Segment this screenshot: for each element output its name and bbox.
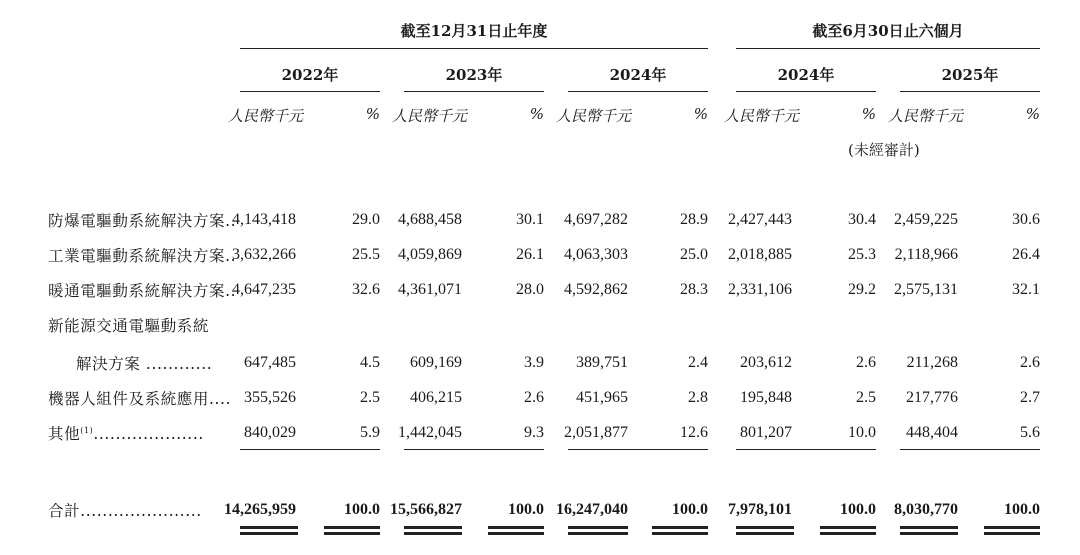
cell-pct: 30.4 [848, 211, 876, 228]
others-text: 其他 [48, 425, 81, 443]
group-rule-year [240, 48, 708, 49]
row-label-new-energy: 新能源交通電驅動系統 [48, 317, 210, 335]
cell-pct: 2.5 [360, 389, 380, 406]
total-double-rule [736, 532, 794, 535]
cell-pct: 32.6 [352, 281, 380, 298]
cell-amount: 609,169 [410, 354, 462, 371]
total-double-rule [652, 532, 708, 535]
unit-header: 人民幣千元 [556, 107, 632, 125]
cell-amount: 389,751 [576, 354, 628, 371]
cell-pct: 2.6 [1020, 354, 1040, 371]
pct-header: % [1025, 105, 1040, 123]
total-double-rule [404, 526, 462, 529]
cell-pct: 2.6 [524, 389, 544, 406]
total-pct: 100.0 [344, 501, 380, 518]
period-rule [404, 91, 544, 92]
cell-amount: 2,459,225 [894, 211, 958, 228]
cell-amount: 4,697,282 [564, 211, 628, 228]
subtotal-rule [240, 449, 380, 450]
cell-pct: 26.4 [1012, 246, 1040, 263]
cell-pct: 3.9 [524, 354, 544, 371]
total-double-rule [568, 532, 628, 535]
cell-amount: 2,575,131 [894, 281, 958, 298]
cell-pct: 25.3 [848, 246, 876, 263]
cell-amount: 840,029 [244, 424, 296, 441]
total-double-rule [324, 532, 380, 535]
group-rule-half [736, 48, 1040, 49]
row-label-others [48, 422, 204, 444]
period-header-2023: 2023年 [445, 66, 503, 84]
pct-header: % [529, 105, 544, 123]
total-double-rule [652, 526, 708, 529]
period-header-2024-h1: 2024年 [777, 66, 835, 84]
cell-pct: 26.1 [516, 246, 544, 263]
period-header-2024: 2024年 [609, 66, 667, 84]
total-pct: 100.0 [672, 501, 708, 518]
cell-pct: 29.2 [848, 281, 876, 298]
total-double-rule [820, 532, 876, 535]
subtotal-rule [736, 449, 876, 450]
cell-pct: 5.9 [360, 424, 380, 441]
footnote-marker: (1) [80, 425, 94, 435]
cell-amount: 2,118,966 [894, 246, 958, 263]
total-double-rule [984, 532, 1040, 535]
cell-pct: 32.1 [1012, 281, 1040, 298]
cell-amount: 647,485 [244, 354, 296, 371]
cell-amount: 203,612 [740, 354, 792, 371]
period-header-2022: 2022年 [281, 66, 339, 84]
cell-pct: 2.4 [688, 354, 708, 371]
total-amount: 15,566,827 [390, 501, 462, 518]
total-double-rule [488, 526, 544, 529]
total-double-rule [736, 526, 794, 529]
pct-header: % [693, 105, 708, 123]
row-label-explosion-proof: 防爆電驅動系統解決方案.. [48, 212, 237, 230]
row-label-new-energy-cont: 解決方案 ............ [76, 355, 213, 373]
total-double-rule [324, 526, 380, 529]
pct-header: % [365, 105, 380, 123]
unit-header: 人民幣千元 [888, 107, 964, 125]
year-group-header: 截至12月31日止年度 [400, 22, 548, 40]
cell-amount: 2,018,885 [728, 246, 792, 263]
cell-pct: 25.5 [352, 246, 380, 263]
total-double-rule [984, 526, 1040, 529]
total-amount: 16,247,040 [556, 501, 628, 518]
total-double-rule [488, 532, 544, 535]
total-pct: 100.0 [840, 501, 876, 518]
cell-pct: 25.0 [680, 246, 708, 263]
others-leader: .................... [93, 425, 204, 443]
period-rule [736, 91, 876, 92]
cell-pct: 10.0 [848, 424, 876, 441]
cell-amount: 3,632,266 [232, 246, 296, 263]
cell-pct: 2.6 [856, 354, 876, 371]
total-pct: 100.0 [508, 501, 544, 518]
unit-header: 人民幣千元 [228, 107, 304, 125]
cell-amount: 451,965 [576, 389, 628, 406]
cell-pct: 5.6 [1020, 424, 1040, 441]
cell-amount: 4,647,235 [232, 281, 296, 298]
period-rule [900, 91, 1040, 92]
cell-pct: 2.7 [1020, 389, 1040, 406]
cell-amount: 4,143,418 [232, 211, 296, 228]
row-label-hvac: 暖通電驅動系統解決方案.. [48, 282, 237, 300]
cell-amount: 4,063,303 [564, 246, 628, 263]
cell-amount: 4,059,869 [398, 246, 462, 263]
cell-amount: 4,688,458 [398, 211, 462, 228]
total-amount: 14,265,959 [224, 501, 296, 518]
total-double-rule [820, 526, 876, 529]
cell-amount: 2,051,877 [564, 424, 628, 441]
total-double-rule [404, 532, 462, 535]
total-double-rule [240, 532, 298, 535]
cell-pct: 28.3 [680, 281, 708, 298]
total-double-rule [900, 532, 958, 535]
row-label-robotics: 機器人組件及系統應用.... [48, 390, 232, 408]
cell-pct: 2.8 [688, 389, 708, 406]
pct-header: % [861, 105, 876, 123]
unaudited-note: (未經審計) [848, 141, 920, 159]
subtotal-rule [568, 449, 708, 450]
cell-pct: 30.1 [516, 211, 544, 228]
cell-amount: 355,526 [244, 389, 296, 406]
cell-pct: 28.9 [680, 211, 708, 228]
cell-amount: 217,776 [906, 389, 958, 406]
total-double-rule [568, 526, 628, 529]
cell-pct: 28.0 [516, 281, 544, 298]
period-rule [568, 91, 708, 92]
total-pct: 100.0 [1004, 501, 1040, 518]
cell-amount: 406,215 [410, 389, 462, 406]
row-label-total: 合計...................... [48, 502, 202, 520]
period-header-2025-h1: 2025年 [941, 66, 999, 84]
cell-amount: 1,442,045 [398, 424, 462, 441]
cell-pct: 2.5 [856, 389, 876, 406]
cell-pct: 30.6 [1012, 211, 1040, 228]
cell-amount: 4,592,862 [564, 281, 628, 298]
cell-pct: 12.6 [680, 424, 708, 441]
cell-amount: 4,361,071 [398, 281, 462, 298]
cell-pct: 29.0 [352, 211, 380, 228]
cell-amount: 2,331,106 [728, 281, 792, 298]
half-year-group-header: 截至6月30日止六個月 [812, 22, 964, 40]
cell-amount: 448,404 [906, 424, 958, 441]
unit-header: 人民幣千元 [392, 107, 468, 125]
cell-pct: 4.5 [360, 354, 380, 371]
unit-header: 人民幣千元 [724, 107, 800, 125]
total-amount: 7,978,101 [728, 501, 792, 518]
cell-amount: 195,848 [740, 389, 792, 406]
total-double-rule [240, 526, 298, 529]
cell-pct: 9.3 [524, 424, 544, 441]
cell-amount: 801,207 [740, 424, 792, 441]
subtotal-rule [404, 449, 544, 450]
row-label-industrial: 工業電驅動系統解決方案.. [48, 247, 237, 265]
total-amount: 8,030,770 [894, 501, 958, 518]
cell-amount: 211,268 [906, 354, 958, 371]
subtotal-rule [900, 449, 1040, 450]
total-double-rule [900, 526, 958, 529]
cell-amount: 2,427,443 [728, 211, 792, 228]
period-rule [240, 91, 380, 92]
